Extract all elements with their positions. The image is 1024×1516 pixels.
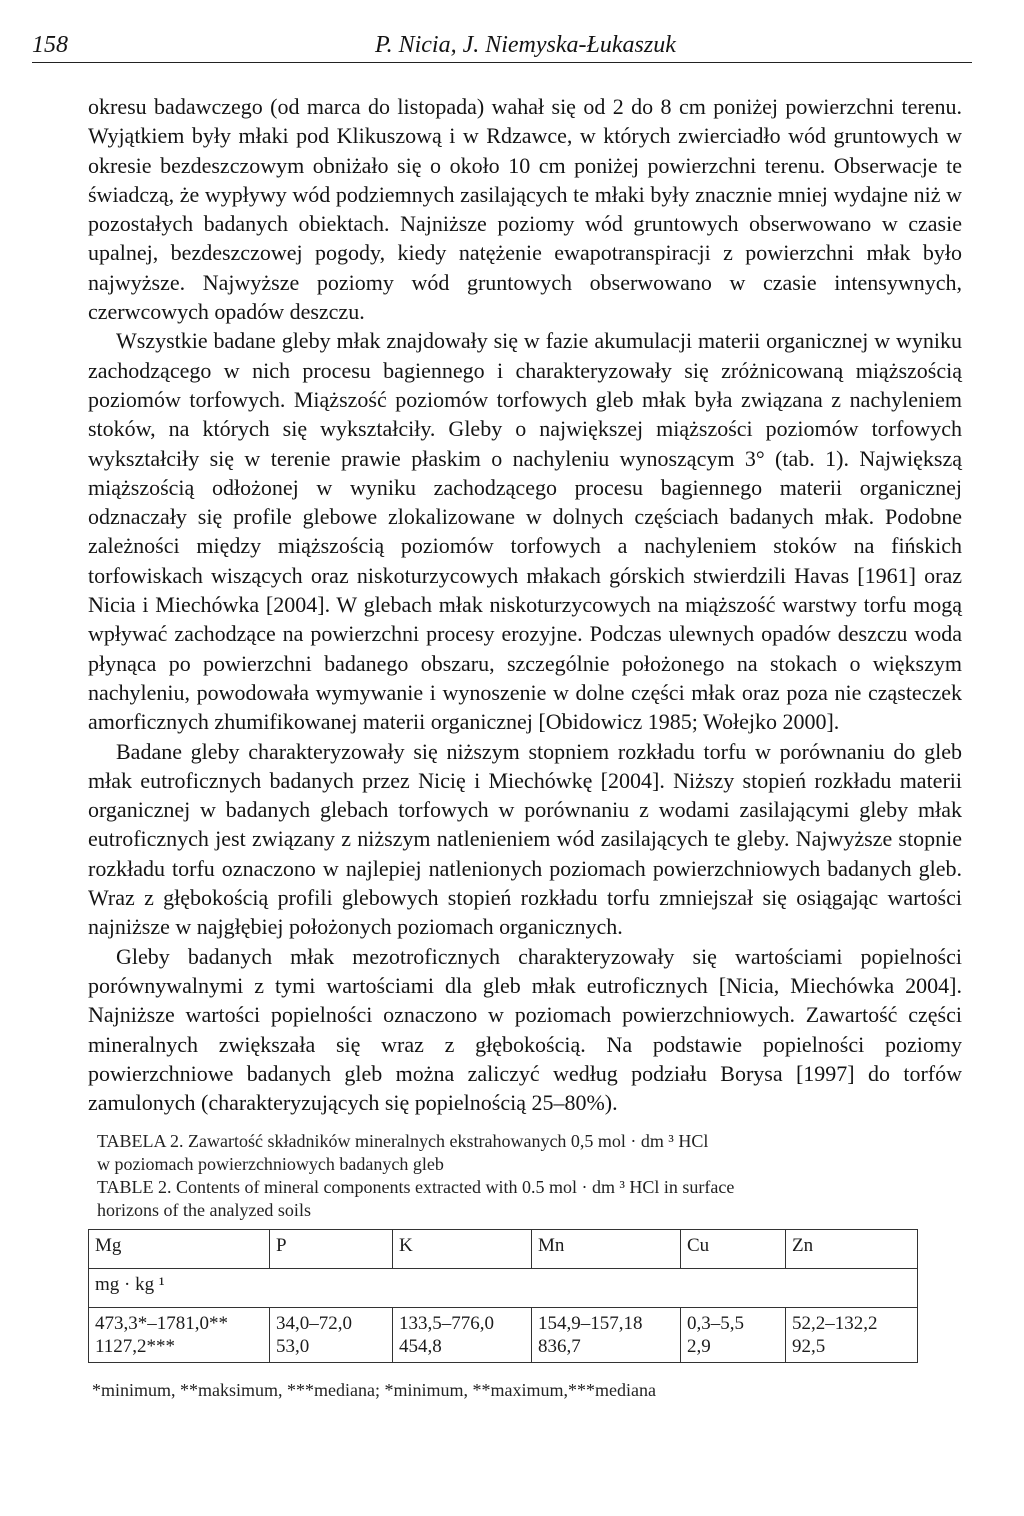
range-value: 52,2–132,2 (792, 1313, 878, 1334)
table-caption (97, 1130, 967, 1222)
table-header-cell: P (270, 1230, 393, 1269)
page-number: 158 (32, 32, 68, 58)
median-value: 1127,2*** (95, 1336, 176, 1357)
range-value: 154,9–157,18 (538, 1313, 643, 1334)
paragraph: Gleby badanych młak mezotroficznych charakteryzowały się wartościami popielności porównywalnymi z tymi wartościami dla gleb młak eutroficznych [Nicia, Miechówka 2004]. Najniższe wartości popielności oznaczono w poziomach powierzchniowych. Zawartość części mineralnych zwiększała się wraz z głębokością. Na podstawie popielności poziomy powierzchniowe badanych gleb można zaliczyć według podziału Borysa [1997] do torfów zamulonych (charakteryzujących się popielnością 25–80%). (88, 943, 962, 1116)
median-value: 92,5 (792, 1336, 826, 1357)
caption-pl-line: w poziomach powierzchniowych badanych gleb (97, 1154, 444, 1174)
table-header-cell: Zn (786, 1230, 918, 1269)
caption-en-line: horizons of the analyzed soils (97, 1200, 311, 1220)
table-cell (89, 1308, 270, 1363)
median-value: 2,9 (687, 1336, 711, 1357)
caption-pl-line: TABELA 2. Zawartość składników mineralnych ekstrahowanych 0,5 mol · dm ³ HCl (97, 1131, 709, 1151)
table-header-cell: Cu (681, 1230, 786, 1269)
table-cell (786, 1308, 918, 1363)
running-header (32, 28, 972, 63)
table-header-cell: Mn (532, 1230, 681, 1269)
table-cell (393, 1308, 532, 1363)
body-text (88, 92, 962, 1117)
table-row (89, 1308, 918, 1363)
table-unit-row (89, 1269, 918, 1308)
table-cell (270, 1308, 393, 1363)
paragraph: Badane gleby charakteryzowały się niższym stopniem rozkładu torfu w porównaniu do gleb młak eutroficznych badanych przez Nicię i Miechówkę [2004]. Niższy stopień rozkładu materii organicznej w badanych glebach torfowych w porównaniu z wodami zasilającymi gleby młak eutroficznych jest związany z niższym natlenieniem wód zasilających te gleby. Najwyższe stopnie rozkładu torfu oznaczono w najlepiej natlenionych poziomach powierzchniowych badanych gleb. Wraz z głębokością profili glebowych stopień rozkładu torfu zmniejszał się osiągając wartości najniższe w najgłębiej położonych poziomach organicznych. (88, 738, 962, 940)
median-value: 836,7 (538, 1336, 581, 1357)
range-value: 473,3*–1781,0** (95, 1313, 228, 1334)
table-cell (532, 1308, 681, 1363)
median-value: 454,8 (399, 1336, 442, 1357)
range-value: 133,5–776,0 (399, 1313, 494, 1334)
table-header-row (89, 1230, 918, 1269)
caption-en-line: TABLE 2. Contents of mineral components extracted with 0.5 mol · dm ³ HCl in surface (97, 1177, 735, 1197)
paragraph: Wszystkie badane gleby młak znajdowały się w fazie akumulacji materii organicznej w wyniku zachodzącego w nich procesu bagiennego i charakteryzowały się zróżnicowaną miąższością poziomów torfowych. Miąższość poziomów torfowych gleb młak była związana z nachyleniem stoków, na których się wykształciły. Gleby o największej miąższości poziomów torfowych wykształciły się w terenie prawie płaskim o nachyleniu wynoszącym 3° (tab. 1). Największą miąższością odłożonej w wyniku zachodzącego procesu bagiennego materii organicznej odznaczały się profile glebowe zlokalizowane w dolnych częściach badanych młak. Podobne zależności między miąższością poziomów torfowych a nachyleniem stoków na fińskich torfowiskach wiszących oraz niskoturzycowych młakach górskich stwierdzili Havas [1961] oraz Nicia i Miechówka [2004]. W glebach młak niskoturzycowych na miąższość warstwy torfu mogą wpływać zachodzące na powierzchni procesy erozyjne. Podczas ulewnych opadów deszczu woda płynąca po powierzchni badanego obszaru, szczególnie położonego na stokach o większym nachyleniu, powodowała wymywanie i wynoszenie w dolne części młak oraz poza nie cząsteczek amorficznych zhumifikowanej materii organicznej [Obidowicz 1985; Wołejko 2000]. (88, 328, 962, 735)
median-value: 53,0 (276, 1336, 310, 1357)
table-header-cell: Mg (89, 1230, 270, 1269)
running-header-authors: P. Nicia, J. Niemyska-Łukaszuk (375, 32, 676, 58)
paragraph: okresu badawczego (od marca do listopada) wahał się od 2 do 8 cm poniżej powierzchni terenu. Wyjątkiem były młaki pod Klikuszową i w Rdzawce, w których zwierciadło wód gruntowych w okresie bezdeszczowym obniżało się o około 10 cm poniżej powierzchni terenu. Obserwacje te świadczą, że wypływy wód podziemnych zasilających te młaki były znacznie mniej wydajne niż w pozostałych badanych obiektach. Najniższe poziomy wód gruntowych obserwowano w czasie upalnej, bezdeszczowej pogody, kiedy natężenie ewapotranspiracji z powierzchni młak było najwyższe. Najwyższe poziomy wód gruntowych obserwowano w czasie intensywnych, czerwcowych opadów deszczu. (88, 94, 962, 325)
table-header-cell: K (393, 1230, 532, 1269)
mineral-components-table (88, 1229, 918, 1363)
range-value: 34,0–72,0 (276, 1313, 352, 1334)
range-value: 0,3–5,5 (687, 1313, 744, 1334)
table-footnote: *minimum, **maksimum, ***mediana; *minimum, **maximum,***mediana (92, 1380, 656, 1400)
table-unit-cell: mg · kg ¹ (89, 1269, 918, 1308)
table-cell (681, 1308, 786, 1363)
